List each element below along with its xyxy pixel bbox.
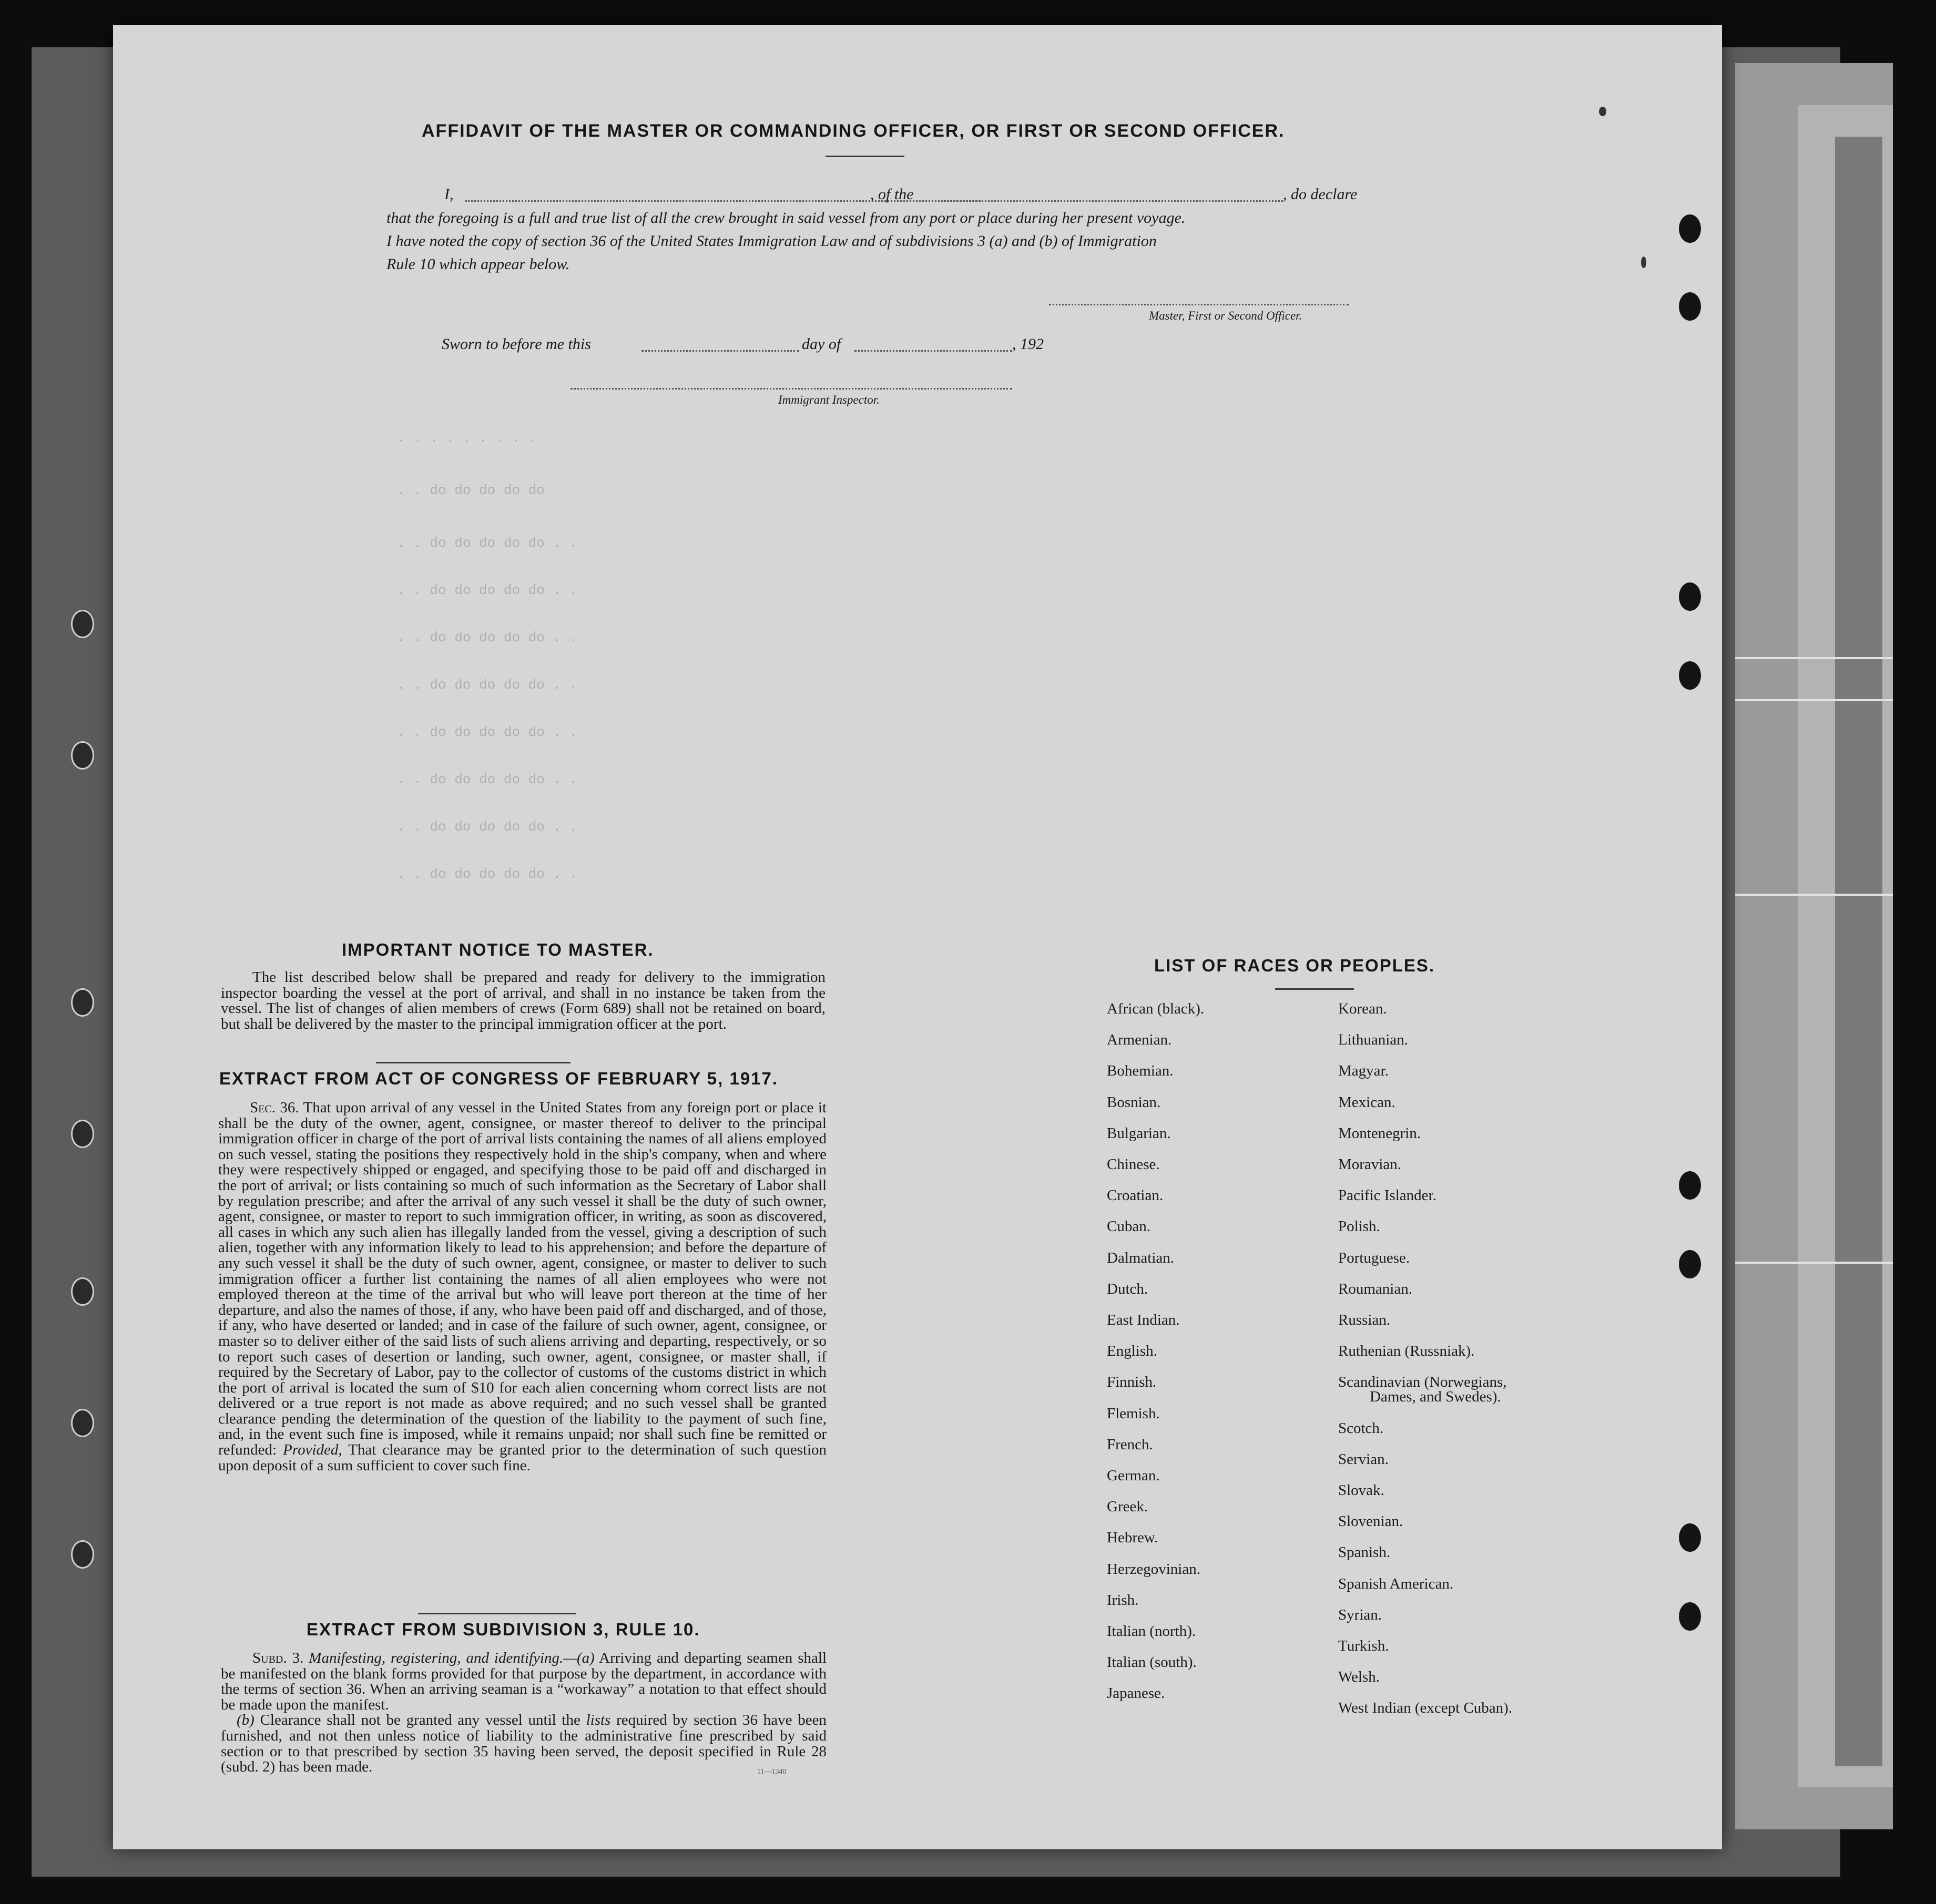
race-item: English. [1107, 1343, 1157, 1360]
sworn-day-of: day of [802, 335, 841, 353]
race-item: Bosnian. [1107, 1093, 1161, 1111]
race-item: African (black). [1107, 1000, 1205, 1017]
race-item: Cuban. [1107, 1218, 1150, 1235]
race-item: Roumanian. [1338, 1280, 1412, 1297]
act-body: That upon arrival of any vessel in the United States from any foreign port or place it shall be the duty of the owner, agent, consignee, or master thereof to deliver to the principal immigration officer in charge of the port of arrival lists containing the names of all aliens employed on such vessel, stating the positions they respectively hold in the ship's company, when and where they were respectively shipped or engaged, and specifying those to be paid off and discharged in the port of arrival; or lists containing so much of such information as the Secretary of Labor shall by regulation prescribe; and after the arrival of any such vessel it shall be the duty of such owner, agent, consignee, or master to report to such immigration officer, in writing, as soon as discovered, all cases in which any such alien has illegally landed from the vessel, giving a description of such alien, together with any information likely to lead to his apprehension; and before the departure of any such vessel it shall be the duty of such owner, agent, consignee, or master to deliver to such immigration officer a further list containing the names of all alien employees who were not employed thereon at the time of the arrival but who will leave port thereon at the time of her departure, and also the names of those, if any, who have been paid off and discharged, and of those, if any, who have deserted or landed; and in case of the failure of such owner, agent, consignee, or master so to deliver either of the said lists of such aliens arriving and departing, respectively, or so to report such cases of desertion or landing, such owner, agent, consignee, or master shall, if required by the Secretary of Labor, pay to the collector of customs of the customs district in which the port of arrival is located the sum of $10 for each alien concerning whom correct lists are not delivered or a true report is not made as above required; and no such vessel shall be granted clearance pending the determination of the question of the liability to the payment of such fine, and, in the event such fine is imposed, while it remains unpaid; nor shall such fine be remitted or refunded: [218, 1099, 827, 1459]
affidavit-of-the: , of the [870, 186, 914, 203]
form-number: 11—1340 [757, 1768, 787, 1776]
rule-extract-body [221, 1651, 827, 1775]
signature-caption: Master, First or Second Officer. [1149, 309, 1302, 322]
bleed-through-text: . . do do do do do . . [397, 819, 578, 835]
divider [376, 1062, 570, 1063]
binder-hole [71, 1409, 94, 1437]
race-item: Montenegrin. [1338, 1124, 1421, 1142]
affidavit-title: AFFIDAVIT OF THE MASTER OR COMMANDING OFFICER, OR FIRST OR SECOND OFFICER. [422, 121, 1285, 141]
divider [418, 1613, 576, 1614]
race-item: Welsh. [1338, 1668, 1380, 1686]
rule-subd-b [221, 1713, 827, 1775]
race-item: West Indian (except Cuban). [1338, 1700, 1513, 1717]
bleed-through-text: . . . . . . . . . [397, 430, 537, 446]
race-item: Croatian. [1107, 1187, 1164, 1204]
bleed-through-text: . . do do do do do . . [397, 772, 578, 787]
inspector-blank [570, 388, 1012, 390]
notice-text: The list described below shall be prepared and ready for delivery to the immigration inspector boarding the vessel at the port of arrival, and shall in no instance be taken from the vessel. The list of changes of alien members of crews (Form 689) shall not be retained on board, but shall be delivered by the master to the principal immigration officer at the port. [221, 969, 826, 1032]
subd-b-body-1: Clearance shall not be granted any vessel until the [260, 1712, 580, 1729]
sheet-edge-line [1735, 1262, 1893, 1264]
race-item: Magyar. [1338, 1062, 1389, 1080]
punch-hole [1679, 1250, 1701, 1278]
subd-b-label: (b) [237, 1712, 254, 1729]
race-item: Ruthenian (Russniak). [1338, 1343, 1475, 1360]
form-sheet [113, 25, 1722, 1849]
sworn-prefix: Sworn to before me this [442, 335, 591, 353]
act-extract-text [218, 1100, 827, 1473]
bleed-through-text: . . do do do do do . . [397, 535, 578, 551]
race-item: Mexican. [1338, 1093, 1395, 1111]
ink-mark [1641, 257, 1646, 268]
punch-hole [1679, 1171, 1701, 1200]
race-item: Greek. [1107, 1498, 1148, 1516]
bleed-through-text: . . do do do do do . . [397, 866, 578, 882]
race-item: Syrian. [1338, 1606, 1382, 1623]
punch-hole [1679, 1523, 1701, 1552]
race-item: French. [1107, 1436, 1153, 1453]
punch-hole [1679, 661, 1701, 690]
punch-hole [1679, 582, 1701, 611]
act-body-end: That clearance may be granted prior to the determination of such question upon deposit of a sum sufficient to cover such fine. [218, 1441, 827, 1474]
binder-hole [71, 1540, 94, 1569]
bleed-through-text: . . do do do do do . . [397, 724, 578, 740]
race-item: Dalmatian. [1107, 1249, 1175, 1266]
binder-hole [71, 1277, 94, 1306]
race-item: Herzegovinian. [1107, 1560, 1200, 1578]
race-item: Spanish American. [1338, 1575, 1454, 1592]
act-extract-body [218, 1100, 827, 1473]
subd-heading: Manifesting, registering, and identifying. [309, 1650, 564, 1666]
race-item: Finnish. [1107, 1374, 1157, 1391]
notice-title: IMPORTANT NOTICE TO MASTER. [342, 940, 654, 959]
sheet-edge-line [1735, 657, 1893, 659]
race-item: Flemish. [1107, 1405, 1160, 1422]
race-item: Bulgarian. [1107, 1124, 1171, 1142]
race-item: German. [1107, 1467, 1160, 1484]
affidavit-i: I, [444, 186, 454, 203]
race-item: Servian. [1338, 1450, 1389, 1468]
race-item: Italian (north). [1107, 1623, 1196, 1640]
race-item: Spanish. [1338, 1544, 1391, 1561]
race-item: Slovak. [1338, 1482, 1384, 1499]
punch-hole [1679, 292, 1701, 321]
section-label: Sec. 36. [250, 1099, 299, 1116]
bleed-through-text: . . do do do do do . . [397, 582, 578, 598]
binder-hole [71, 988, 94, 1017]
sworn-year: , 192 [1012, 335, 1044, 353]
act-extract-title: EXTRACT FROM ACT OF CONGRESS OF FEBRUARY 5, 1917. [219, 1069, 779, 1088]
race-item: Scandinavian (Norwegians, [1338, 1374, 1507, 1391]
month-blank [854, 350, 1012, 352]
binder-hole [71, 610, 94, 638]
rule-extract-title: EXTRACT FROM SUBDIVISION 3, RULE 10. [307, 1620, 700, 1639]
sheet-edge-line [1735, 699, 1893, 701]
affidavit-declare: , do declare [1283, 186, 1358, 203]
subd-a-body: Arriving and departing seamen shall be manifested on the blank forms provided for that purpose by the department, in accordance with the terms of section 36. When an arriving seaman is a “workaway” a notation to that effect should be made upon the manifest. [221, 1650, 827, 1713]
provided-word: Provided, [283, 1441, 342, 1459]
race-item: Armenian. [1107, 1031, 1172, 1049]
races-title: LIST OF RACES OR PEOPLES. [1154, 956, 1435, 975]
affidavit-line2: that the foregoing is a full and true list of all the crew brought in said vessel from any port or place during her present voyage. [386, 209, 1186, 227]
race-item: Portuguese. [1338, 1249, 1410, 1266]
sheet-edge-line [1735, 894, 1893, 896]
divider [826, 156, 904, 157]
rule-subd-a [221, 1651, 827, 1713]
race-item: Dutch. [1107, 1280, 1148, 1297]
notice-body [221, 970, 826, 1032]
race-item: Polish. [1338, 1218, 1380, 1235]
race-item: East Indian. [1107, 1312, 1180, 1328]
ink-mark [1599, 107, 1606, 116]
race-item: Korean. [1338, 1000, 1387, 1017]
stacked-sheets-edge-dark [1835, 137, 1882, 1766]
race-item: Italian (south). [1107, 1654, 1197, 1671]
bleed-through-text: . . do do do do do . . [397, 677, 578, 693]
race-item: Slovenian. [1338, 1513, 1403, 1530]
binder-hole [71, 1120, 94, 1148]
affidavit-line3: I have noted the copy of section 36 of the United States Immigration Law and of subdivisions 3 (a) and (b) of Immigration [386, 232, 1157, 250]
subd-label: Subd. 3. [252, 1650, 304, 1666]
race-item: Irish. [1107, 1591, 1139, 1609]
affidavit-line4: Rule 10 which appear below. [386, 255, 570, 273]
race-item: Pacific Islander. [1338, 1187, 1436, 1204]
binder-hole [71, 741, 94, 770]
race-item: Turkish. [1338, 1637, 1389, 1654]
inspector-caption: Immigrant Inspector. [778, 393, 880, 406]
subd-a-label: —(a) [563, 1650, 595, 1666]
punch-hole [1679, 214, 1701, 243]
race-item: Russian. [1338, 1312, 1391, 1328]
race-item: Dames, and Swedes). [1370, 1388, 1501, 1406]
race-item: Chinese. [1107, 1156, 1160, 1173]
race-item: Hebrew. [1107, 1529, 1158, 1547]
bleed-through-text: . . do do do do do . . [397, 630, 578, 646]
subd-b-lists: lists [586, 1712, 611, 1729]
signature-blank [1049, 304, 1349, 305]
race-item: Scotch. [1338, 1419, 1384, 1437]
race-item: Japanese. [1107, 1685, 1165, 1702]
vessel-blank [944, 200, 1283, 202]
bleed-through-text: . . do do do do do [397, 483, 545, 498]
punch-hole [1679, 1602, 1701, 1631]
day-blank [641, 350, 799, 352]
divider [1275, 988, 1354, 990]
race-item: Moravian. [1338, 1156, 1401, 1173]
race-item: Bohemian. [1107, 1062, 1174, 1080]
subd-b-body-2: required by section 36 have been furnished, and not then unless notice of liability to the administrative fine prescribed by said section or to that prescribed by section 35 having been served, the deposit specified in Rule 28 (subd. 2) has been made. [221, 1712, 827, 1776]
race-item: Lithuanian. [1338, 1031, 1408, 1049]
